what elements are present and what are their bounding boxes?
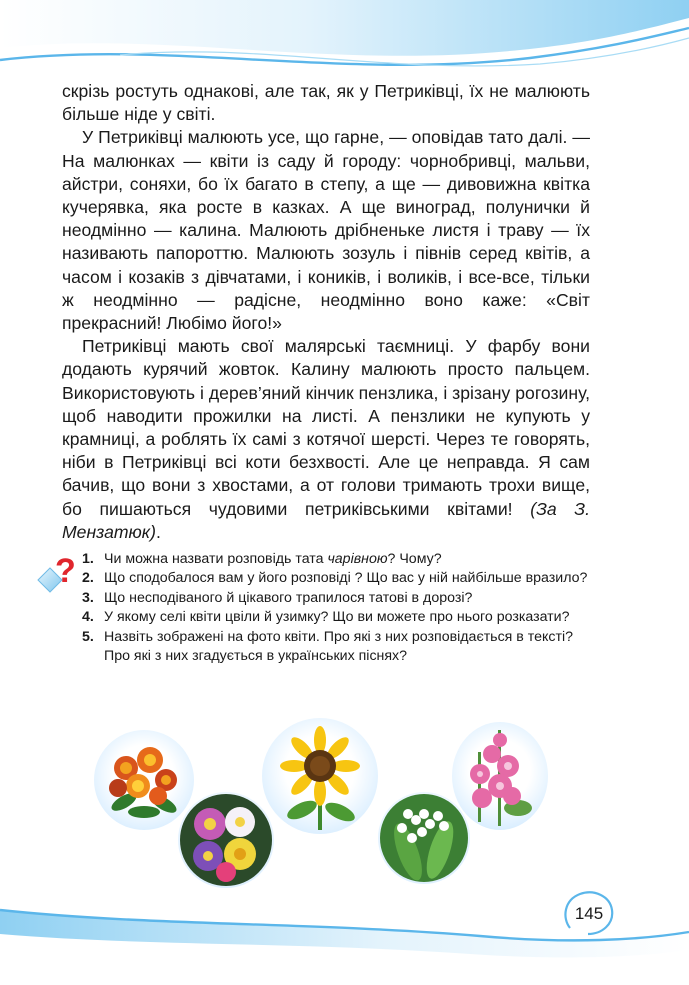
- question-item: [82, 550, 592, 569]
- sunflower-photo: [262, 718, 378, 834]
- question-item: [82, 628, 592, 667]
- question-item: [82, 569, 592, 588]
- page-number: 145: [574, 904, 604, 923]
- paragraph-1: скрізь ростуть однакові, але так, як у Петриківці, їх не малюють більше ніде у світі.: [62, 81, 590, 125]
- paragraph-2: У Петриківці малюють усе, що гарне, — оповідав тато далі. — На малюнках — квіти із саду й городу: чорнобривці, мальви, айстри, соняхи, бо їх багато в степу, а ще — дивовижна квітка кучерявка, яка росте в казках. А ще виноград, полунички й неодмінно — калина. Малюють дрібненьке листя і траву — їх називають папороттю. Малюють зозуль і півнів серед квітів, а часом і козаків з дівчатами, і коників, і воликів, і все-все, тільки ж неодмінно — радісне, неодмінно воно каже: «Світ прекрасний! Любімо його!»: [62, 127, 590, 334]
- question-text: Що несподіваного й цікавого трапилося татові в дорозі?: [104, 589, 473, 606]
- question-text: Чи можна назвати розповідь тата: [104, 551, 328, 567]
- question-number: 4.: [82, 609, 94, 626]
- question-number: 2.: [82, 570, 94, 587]
- question-text: У якому селі квіти цвіли й узимку? Що ви можете про нього розказати?: [104, 609, 570, 626]
- question-text-end: ? Чому?: [387, 551, 442, 567]
- question-emphasis: чарівною: [327, 551, 388, 567]
- question-item: [82, 589, 592, 608]
- paragraph-3: [62, 335, 590, 544]
- question-number: 1.: [82, 551, 94, 567]
- question-mark-glyph: ?: [55, 552, 76, 590]
- paragraph-3-body: Петриківці мають свої малярські таємниці. У фарбу вони додають курячий жовток. Калину малюють просто пальцем. Використовують і дерев’яний кінчик пензлика, і зрізану рогозину, щоб наводити прожилки на листі. А пензлики не купують у крамниці, а роблять їх самі з котячої шерсті. Через те говорять, ніби в Петриківці всі коти безхвості. Але це неправда. Я сам бачив, що вони з хвостами, а от голови тримають трохи вище, бо пишаються чудовими петриківськими квітами!: [62, 336, 590, 519]
- asters-photo: [178, 792, 274, 888]
- mallow-photo: [452, 722, 548, 830]
- question-number: 3.: [82, 589, 94, 606]
- questions-list: [82, 550, 592, 666]
- question-item: [82, 608, 592, 627]
- question-text: Назвіть зображені на фото квіти. Про які з них розповідається в тексті? Про які з них згадується в українських піснях?: [104, 628, 574, 665]
- question-text: Що сподобалося вам у його розповіді ? Що вас у ній найбільше вразило?: [104, 570, 588, 587]
- source-citation: (За З. Мензатюк): [62, 498, 590, 542]
- question-number: 5.: [82, 628, 94, 645]
- question-mark-icon: [36, 552, 76, 598]
- citation-period: .: [155, 521, 161, 542]
- story-text: [62, 80, 590, 544]
- top-wave-decoration: [0, 0, 689, 90]
